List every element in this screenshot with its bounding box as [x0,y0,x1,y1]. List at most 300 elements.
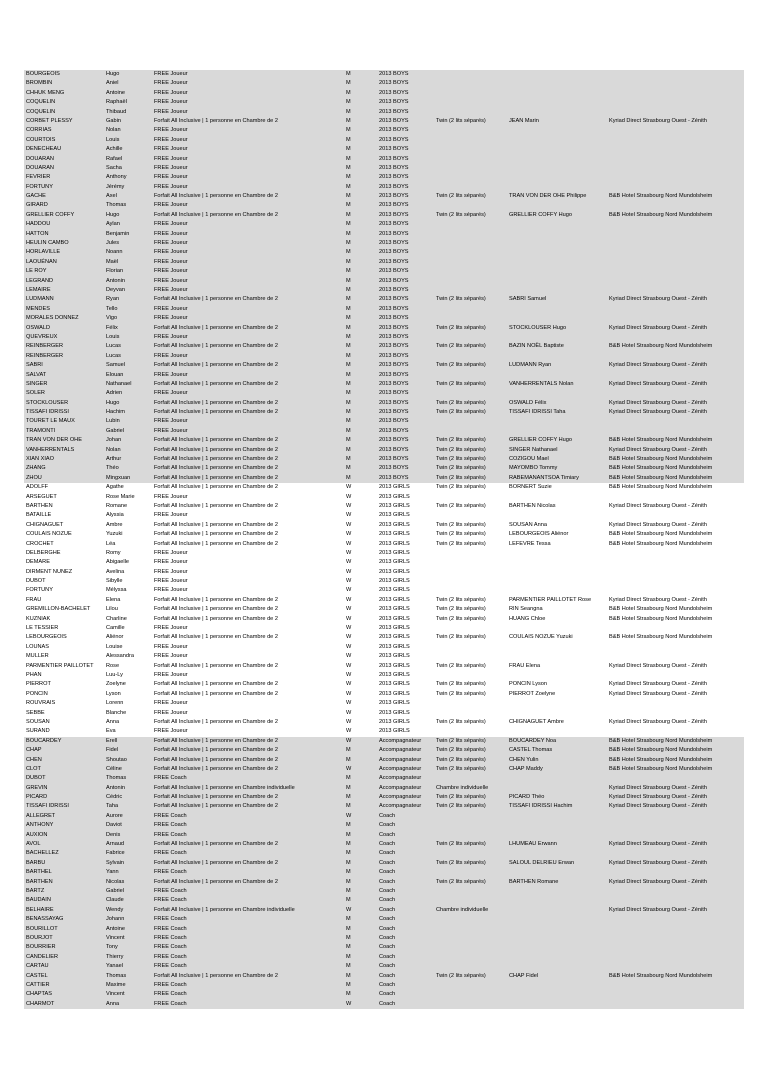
gender-cell: M [346,380,351,387]
table-row [24,521,744,530]
last-name-cell: MULLER [26,653,49,660]
room-type-cell: Twin (2 lits séparés) [436,399,486,406]
table-row [24,342,744,351]
gender-cell: M [346,352,351,359]
gender-cell: W [346,681,352,688]
last-name-cell: BARTHEN [26,878,53,885]
package-cell: FREE Joueur [154,653,188,660]
package-cell: FREE Coach [154,1000,187,1007]
table-row [24,624,744,633]
last-name-cell: QUEVREUX [26,333,58,340]
category-cell: 2013 BOYS [379,155,409,162]
last-name-cell: GRELLIER COFFY [26,211,75,218]
category-cell: 2013 BOYS [379,193,409,200]
package-cell: FREE Joueur [154,709,188,716]
first-name-cell: Arthur [106,456,122,463]
room-type-cell: Twin (2 lits séparés) [436,972,486,979]
category-cell: Accompagnateur [379,765,422,772]
table-row [24,596,744,605]
first-name-cell: Thibaud [106,108,127,115]
first-name-cell: Denis [106,831,121,838]
category-cell: 2013 GIRLS [379,521,410,528]
table-row [24,896,744,905]
roommate-cell: TRAN VON DER OHE Philippe [509,193,587,200]
last-name-cell: CHHUK MENG [26,89,65,96]
category-cell: 2013 GIRLS [379,615,410,622]
gender-cell: M [346,333,351,340]
table-row [24,126,744,135]
table-row [24,371,744,380]
category-cell: 2013 BOYS [379,315,409,322]
hotel-cell: Kyriad Direct Strasbourg Ouest - Zénith [609,296,707,303]
room-type-cell: Twin (2 lits séparés) [436,662,486,669]
gender-cell: M [346,221,351,228]
gender-cell: M [346,794,351,801]
table-row [24,586,744,595]
table-row [24,662,744,671]
gender-cell: W [346,1000,352,1007]
category-cell: Coach [379,850,396,857]
room-type-cell: Twin (2 lits séparés) [436,841,486,848]
table-row [24,286,744,295]
table-row [24,680,744,689]
first-name-cell: Louis [106,136,120,143]
last-name-cell: ZHANG [26,465,46,472]
last-name-cell: DEMARE [26,559,50,566]
gender-cell: W [346,737,352,744]
hotel-cell: Kyriad Direct Strasbourg Ouest - Zénith [609,409,707,416]
package-cell: FREE Joueur [154,258,188,265]
roster-table [24,70,744,1009]
table-row [24,164,744,173]
category-cell: Coach [379,972,396,979]
category-cell: 2013 BOYS [379,427,409,434]
first-name-cell: Céline [106,765,122,772]
first-name-cell: Nathanael [106,380,132,387]
gender-cell: M [346,127,351,134]
category-cell: Accompagnateur [379,803,422,810]
category-cell: 2013 GIRLS [379,718,410,725]
first-name-cell: Wendy [106,906,124,913]
gender-cell: W [346,606,352,613]
gender-cell: W [346,718,352,725]
table-row [24,145,744,154]
table-row [24,849,744,858]
package-cell: Forfait All Inclusive | 1 personne en Chambre de 2 [154,737,278,744]
gender-cell: W [346,728,352,735]
last-name-cell: LEMAIRE [26,286,51,293]
category-cell: 2013 BOYS [379,71,409,77]
gender-cell: M [346,71,351,77]
table-row [24,79,744,88]
package-cell: FREE Joueur [154,418,188,425]
package-cell: FREE Joueur [154,146,188,153]
last-name-cell: ZHOU [26,474,42,481]
first-name-cell: Arnaud [106,841,125,848]
table-row [24,474,744,483]
first-name-cell: Théo [106,465,119,472]
table-row [24,812,744,821]
roommate-cell: MAYOMBO Tommy [509,465,558,472]
table-row [24,183,744,192]
package-cell: Forfait All Inclusive | 1 personne en Chambre de 2 [154,765,278,772]
last-name-cell: BOURJOT [26,934,53,941]
gender-cell: M [346,258,351,265]
package-cell: FREE Coach [154,812,187,819]
first-name-cell: Antoine [106,925,125,932]
package-cell: Forfait All Inclusive | 1 personne en Chambre individuelle [154,784,295,791]
package-cell: FREE Joueur [154,390,188,397]
last-name-cell: BROMBIN [26,80,53,87]
category-cell: 2013 BOYS [379,136,409,143]
category-cell: Coach [379,859,396,866]
gender-cell: W [346,587,352,594]
roommate-cell: BAZIN NOËL Baptiste [509,343,564,350]
table-row [24,943,744,952]
room-type-cell: Twin (2 lits séparés) [436,634,486,641]
roommate-cell: SABRI Samuel [509,296,547,303]
table-row [24,840,744,849]
category-cell: 2013 BOYS [379,296,409,303]
last-name-cell: BOURILLOT [26,925,58,932]
category-cell: 2013 GIRLS [379,578,410,585]
first-name-cell: Lilou [106,606,118,613]
package-cell: FREE Joueur [154,728,188,735]
category-cell: 2013 GIRLS [379,493,410,500]
package-cell: FREE Joueur [154,221,188,228]
category-cell: Coach [379,869,396,876]
table-row [24,267,744,276]
package-cell: Forfait All Inclusive | 1 personne en Chambre de 2 [154,596,278,603]
last-name-cell: HORLAVILLE [26,249,61,256]
category-cell: 2013 BOYS [379,240,409,247]
table-row [24,220,744,229]
last-name-cell: DOUARAN [26,155,54,162]
table-row [24,972,744,981]
table-row [24,934,744,943]
last-name-cell: HATTON [26,230,49,237]
first-name-cell: Rose Marie [106,493,135,500]
last-name-cell: BENASSAYAG [26,916,64,923]
last-name-cell: GACHE [26,193,46,200]
gender-cell: M [346,409,351,416]
gender-cell: M [346,474,351,481]
first-name-cell: Thierry [106,953,124,960]
roommate-cell: GRELLIER COFFY Hugo [509,437,573,444]
last-name-cell: DOUARAN [26,164,54,171]
roommate-cell: PARMENTIER PAILLOTET Rose [509,596,592,603]
roommate-cell: LEFEVRE Tessa [509,540,551,547]
table-row [24,380,744,389]
roommate-cell: CHEN Yulin [509,756,539,763]
table-row [24,211,744,220]
last-name-cell: SEBBE [26,709,45,716]
package-cell: Forfait All Inclusive | 1 personne en Chambre de 2 [154,502,278,509]
table-row [24,493,744,502]
last-name-cell: KUZNIAK [26,615,51,622]
last-name-cell: BARTHEL [26,869,52,876]
package-cell: Forfait All Inclusive | 1 personne en Chambre de 2 [154,615,278,622]
first-name-cell: Sacha [106,164,122,171]
room-type-cell: Twin (2 lits séparés) [436,690,486,697]
last-name-cell: TISSAFI IDRISSI [26,409,69,416]
category-cell: 2013 BOYS [379,127,409,134]
gender-cell: W [346,643,352,650]
first-name-cell: Jules [106,240,120,247]
category-cell: 2013 GIRLS [379,625,410,632]
gender-cell: W [346,690,352,697]
first-name-cell: Ryan [106,296,120,303]
category-cell: Accompagnateur [379,794,422,801]
table-row [24,483,744,492]
table-row [24,737,744,746]
hotel-cell: Kyriad Direct Strasbourg Ouest - Zénith [609,362,707,369]
package-cell: FREE Coach [154,887,187,894]
first-name-cell: Vincent [106,991,125,998]
last-name-cell: ADOLFF [26,484,49,491]
table-row [24,436,744,445]
first-name-cell: Nicolas [106,878,125,885]
category-cell: 2013 BOYS [379,437,409,444]
category-cell: 2013 GIRLS [379,634,410,641]
first-name-cell: Deyvan [106,286,125,293]
package-cell: Forfait All Inclusive | 1 personne en Chambre de 2 [154,465,278,472]
hotel-cell: Kyriad Direct Strasbourg Ouest - Zénith [609,446,707,453]
last-name-cell: LE ROY [26,268,47,275]
gender-cell: M [346,944,351,951]
last-name-cell: PONCIN [26,690,48,697]
table-row [24,709,744,718]
first-name-cell: Eva [106,728,116,735]
last-name-cell: HADDOU [26,221,51,228]
gender-cell: M [346,89,351,96]
gender-cell: M [346,981,351,988]
first-name-cell: Zoelyne [106,681,126,688]
gender-cell: M [346,324,351,331]
gender-cell: M [346,362,351,369]
hotel-cell: Kyriad Direct Strasbourg Ouest - Zénith [609,803,707,810]
last-name-cell: COQUELIN [26,99,56,106]
first-name-cell: Mingxuan [106,474,131,481]
category-cell: 2013 BOYS [379,249,409,256]
table-row [24,333,744,342]
hotel-cell: B&B Hotel Strasbourg Nord Mundolsheim [609,615,713,622]
package-cell: FREE Coach [154,991,187,998]
package-cell: FREE Joueur [154,549,188,556]
first-name-cell: Adrien [106,390,123,397]
first-name-cell: Erell [106,737,118,744]
category-cell: 2013 GIRLS [379,596,410,603]
category-cell: 2013 GIRLS [379,606,410,613]
last-name-cell: TOURET LE MAUX [26,418,75,425]
first-name-cell: Antonin [106,277,125,284]
gender-cell: W [346,653,352,660]
gender-cell: M [346,859,351,866]
last-name-cell: PIERROT [26,681,51,688]
package-cell: Forfait All Inclusive | 1 personne en Chambre de 2 [154,718,278,725]
hotel-cell: Kyriad Direct Strasbourg Ouest - Zénith [609,324,707,331]
first-name-cell: Alyssia [106,512,124,519]
package-cell: Forfait All Inclusive | 1 personne en Chambre de 2 [154,484,278,491]
package-cell: Forfait All Inclusive | 1 personne en Chambre de 2 [154,756,278,763]
hotel-cell: B&B Hotel Strasbourg Nord Mundolsheim [609,343,713,350]
first-name-cell: Antonin [106,784,125,791]
last-name-cell: AUXION [26,831,48,838]
first-name-cell: Fabrice [106,850,125,857]
first-name-cell: Vigo [106,315,118,322]
category-cell: Coach [379,887,396,894]
hotel-cell: Kyriad Direct Strasbourg Ouest - Zénith [609,794,707,801]
category-cell: 2013 BOYS [379,371,409,378]
category-cell: 2013 GIRLS [379,709,410,716]
room-type-cell: Twin (2 lits séparés) [436,859,486,866]
package-cell: Forfait All Inclusive | 1 personne en Chambre de 2 [154,521,278,528]
package-cell: Forfait All Inclusive | 1 personne en Chambre de 2 [154,690,278,697]
last-name-cell: ANTHONY [26,822,54,829]
first-name-cell: Hugo [106,399,120,406]
last-name-cell: LEGRAND [26,277,54,284]
table-row [24,962,744,971]
last-name-cell: BAUDAIN [26,897,51,904]
category-cell: 2013 BOYS [379,99,409,106]
hotel-cell: B&B Hotel Strasbourg Nord Mundolsheim [609,437,713,444]
last-name-cell: ALLEGRET [26,812,56,819]
category-cell: Coach [379,822,396,829]
hotel-cell: B&B Hotel Strasbourg Nord Mundolsheim [609,484,713,491]
first-name-cell: Félix [106,324,118,331]
roommate-cell: PONCIN Lyson [509,681,548,688]
hotel-cell: Kyriad Direct Strasbourg Ouest - Zénith [609,521,707,528]
room-type-cell: Twin (2 lits séparés) [436,681,486,688]
category-cell: 2013 GIRLS [379,568,410,575]
room-type-cell: Twin (2 lits séparés) [436,343,486,350]
last-name-cell: PARMENTIER PAILLOTET [26,662,94,669]
first-name-cell: Benjamin [106,230,130,237]
category-cell: 2013 BOYS [379,380,409,387]
first-name-cell: Aliénor [106,634,124,641]
hotel-cell: Kyriad Direct Strasbourg Ouest - Zénith [609,718,707,725]
category-cell: 2013 BOYS [379,324,409,331]
gender-cell: W [346,709,352,716]
category-cell: 2013 BOYS [379,117,409,124]
roommate-cell: TISSAFI IDRISSI Taha [509,409,566,416]
category-cell: 2013 BOYS [379,211,409,218]
table-row [24,239,744,248]
first-name-cell: Tello [106,305,118,312]
table-row [24,417,744,426]
gender-cell: M [346,268,351,275]
last-name-cell: CORRIAS [26,127,52,134]
first-name-cell: Samuel [106,362,125,369]
gender-cell: M [346,972,351,979]
gender-cell: M [346,991,351,998]
package-cell: Forfait All Inclusive | 1 personne en Chambre de 2 [154,409,278,416]
last-name-cell: FRAU [26,596,42,603]
last-name-cell: CHEN [26,756,42,763]
gender-cell: M [346,427,351,434]
table-row [24,784,744,793]
gender-cell: M [346,850,351,857]
roommate-cell: TISSAFI IDRISSI Hachim [509,803,573,810]
gender-cell: M [346,249,351,256]
package-cell: Forfait All Inclusive | 1 personne en Chambre de 2 [154,681,278,688]
first-name-cell: Yanael [106,963,124,970]
last-name-cell: SOUSAN [26,718,50,725]
first-name-cell: Florian [106,268,124,275]
package-cell: FREE Joueur [154,333,188,340]
package-cell: FREE Coach [154,963,187,970]
first-name-cell: Agathe [106,484,124,491]
gender-cell: M [346,456,351,463]
package-cell: FREE Coach [154,953,187,960]
category-cell: 2013 GIRLS [379,502,410,509]
category-cell: Coach [379,916,396,923]
first-name-cell: Thomas [106,972,127,979]
gender-cell: M [346,146,351,153]
category-cell: 2013 BOYS [379,108,409,115]
room-type-cell: Twin (2 lits séparés) [436,794,486,801]
last-name-cell: DUBOT [26,775,46,782]
gender-cell: M [346,756,351,763]
last-name-cell: CHAPTAS [26,991,53,998]
table-row [24,136,744,145]
category-cell: Coach [379,934,396,941]
gender-cell: W [346,765,352,772]
category-cell: 2013 BOYS [379,258,409,265]
gender-cell: W [346,502,352,509]
category-cell: 2013 GIRLS [379,549,410,556]
first-name-cell: Achille [106,146,123,153]
last-name-cell: FORTUNY [26,587,53,594]
room-type-cell: Twin (2 lits séparés) [436,465,486,472]
first-name-cell: Avelina [106,568,125,575]
first-name-cell: Fidel [106,747,119,754]
table-row [24,549,744,558]
package-cell: FREE Joueur [154,127,188,134]
package-cell: Forfait All Inclusive | 1 personne en Chambre de 2 [154,362,278,369]
package-cell: FREE Joueur [154,643,188,650]
last-name-cell: BOURGEOIS [26,71,60,77]
table-row [24,887,744,896]
table-row [24,117,744,126]
hotel-cell: Kyriad Direct Strasbourg Ouest - Zénith [609,906,707,913]
roommate-cell: CHIGNAGUET Ambre [509,718,564,725]
category-cell: 2013 BOYS [379,230,409,237]
last-name-cell: CARTAU [26,963,49,970]
package-cell: FREE Joueur [154,136,188,143]
gender-cell: M [346,399,351,406]
hotel-cell: B&B Hotel Strasbourg Nord Mundolsheim [609,211,713,218]
package-cell: Forfait All Inclusive | 1 personne en Chambre de 2 [154,193,278,200]
category-cell: Coach [379,878,396,885]
gender-cell: M [346,784,351,791]
table-row [24,774,744,783]
last-name-cell: REINBERGER [26,343,63,350]
last-name-cell: LE TESSIER [26,625,59,632]
package-cell: FREE Joueur [154,578,188,585]
table-row [24,427,744,436]
table-row [24,173,744,182]
roommate-cell: CHAP Maddy [509,765,543,772]
package-cell: Forfait All Inclusive | 1 personne en Chambre de 2 [154,747,278,754]
package-cell: FREE Joueur [154,183,188,190]
table-row [24,540,744,549]
table-row [24,455,744,464]
package-cell: Forfait All Inclusive | 1 personne en Chambre de 2 [154,380,278,387]
room-type-cell: Twin (2 lits séparés) [436,756,486,763]
hotel-cell: Kyriad Direct Strasbourg Ouest - Zénith [609,681,707,688]
last-name-cell: CASTEL [26,972,48,979]
